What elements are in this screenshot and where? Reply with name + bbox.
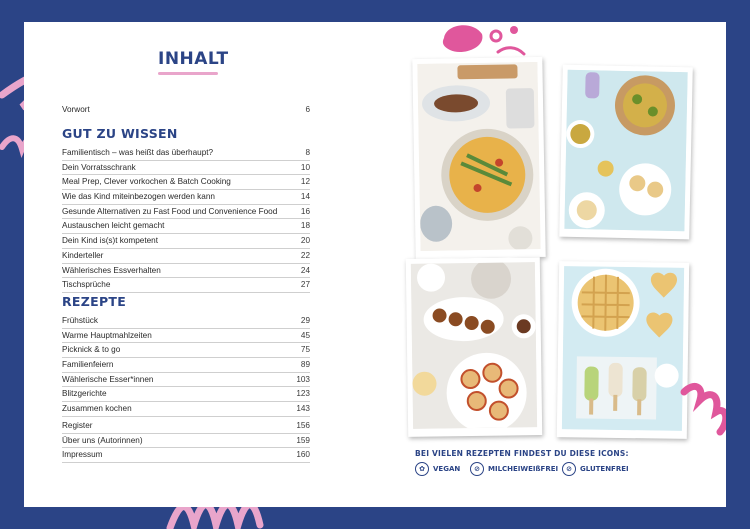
toc-entry[interactable]: [62, 343, 310, 358]
toc-entry-label: Meal Prep, Clever vorkochen & Batch Cooking: [62, 177, 231, 187]
toc-entry-label: Dein Vorratsschrank: [62, 162, 136, 172]
toc-entry-label: Zusammen kochen: [62, 404, 132, 414]
legend-label: MILCHEIWEIßFREI: [488, 465, 559, 473]
food-photo-waffles: [557, 261, 689, 439]
toc-entry-page: 75: [300, 345, 310, 355]
toc-entry-page: 27: [300, 280, 310, 290]
toc-entry[interactable]: [62, 234, 310, 249]
leaf-icon: ✿: [415, 462, 429, 476]
legend-label: VEGAN: [433, 465, 461, 473]
toc-intro: [62, 103, 310, 117]
toc-entry-label: Wählerische Esser*innen: [62, 374, 154, 384]
food-photo-potatoes: [559, 65, 693, 240]
toc-entry-page: 156: [296, 421, 310, 430]
toc-entry-page: 159: [296, 435, 310, 445]
toc-entry[interactable]: [62, 419, 310, 434]
toc-section-gut-zu-wissen: [62, 146, 310, 293]
toc-entry-label: Wie das Kind miteinbezogen werden kann: [62, 192, 215, 202]
toc-entry[interactable]: [62, 205, 310, 220]
legend-item-milk-free: [470, 462, 558, 476]
toc-entry-page: 143: [296, 404, 310, 414]
legend-item-gluten-free: [562, 462, 629, 476]
page-title: INHALT: [158, 49, 229, 69]
toc-entry-page: 45: [300, 330, 310, 340]
toc-entry-label: Wählerisches Essverhalten: [62, 265, 161, 275]
toc-entry[interactable]: [62, 434, 310, 449]
toc-entry-page: 14: [300, 192, 310, 202]
toc-entry-label: Dein Kind is(s)t kompetent: [62, 236, 159, 246]
toc-entry-page: 10: [300, 162, 310, 172]
toc-entry[interactable]: [62, 402, 310, 417]
title-underline: [158, 72, 218, 75]
toc-entry[interactable]: [62, 190, 310, 205]
toc-entry-page: 8: [305, 148, 310, 157]
toc-entry-page: 103: [296, 374, 310, 384]
toc-entry[interactable]: [62, 358, 310, 373]
toc-entry[interactable]: [62, 103, 310, 117]
toc-entry-label: Picknick & to go: [62, 345, 121, 355]
icon-legend-title: BEI VIELEN REZEPTEN FINDEST DU DIESE ICONS:: [415, 449, 629, 458]
toc-entry-label: Austauschen leicht gemacht: [62, 221, 165, 231]
toc-entry[interactable]: [62, 329, 310, 344]
toc-entry-label: Register: [62, 421, 93, 430]
toc-appendix: [62, 419, 310, 463]
food-photo-tart: [412, 57, 545, 259]
food-photo-skewers: [406, 257, 542, 437]
section-heading-gut-zu-wissen: GUT ZU WISSEN: [62, 126, 178, 141]
toc-entry-label: Warme Hauptmahlzeiten: [62, 330, 152, 340]
toc-entry-label: Familientisch – was heißt das überhaupt?: [62, 148, 214, 157]
toc-entry-label: Kinderteller: [62, 250, 104, 260]
toc-entry-page: 29: [300, 316, 310, 325]
legend-label: GLUTENFREI: [580, 465, 629, 473]
toc-entry-page: 22: [300, 250, 310, 260]
milk-free-icon: ⊘: [470, 462, 484, 476]
toc-entry-page: 12: [300, 177, 310, 187]
toc-section-rezepte: [62, 314, 310, 417]
toc-entry[interactable]: [62, 278, 310, 293]
toc-entry[interactable]: [62, 175, 310, 190]
toc-entry-label: Über uns (Autorinnen): [62, 435, 143, 445]
toc-entry-page: 16: [300, 206, 310, 216]
toc-entry[interactable]: [62, 219, 310, 234]
toc-entry-page: 24: [300, 265, 310, 275]
toc-entry-label: Tischsprüche: [62, 280, 111, 290]
book-page: [24, 22, 726, 507]
toc-entry-page: 6: [305, 105, 310, 114]
toc-entry-label: Gesunde Alternativen zu Fast Food und Convenience Food: [62, 206, 278, 216]
toc-entry[interactable]: [62, 146, 310, 161]
toc-entry-label: Vorwort: [62, 105, 90, 114]
toc-entry-page: 18: [300, 221, 310, 231]
toc-entry-label: Frühstück: [62, 316, 98, 325]
toc-entry-page: 160: [296, 450, 310, 460]
toc-entry[interactable]: [62, 448, 310, 463]
toc-entry-page: 89: [300, 360, 310, 370]
toc-entry[interactable]: [62, 161, 310, 176]
section-heading-rezepte: REZEPTE: [62, 294, 127, 309]
toc-entry[interactable]: [62, 264, 310, 279]
toc-entry-label: Blitzgerichte: [62, 389, 107, 399]
toc-entry-page: 123: [296, 389, 310, 399]
toc-entry[interactable]: [62, 387, 310, 402]
toc-entry-label: Impressum: [62, 450, 103, 460]
gluten-free-icon: ⊘: [562, 462, 576, 476]
toc-entry[interactable]: [62, 314, 310, 329]
toc-entry-page: 20: [300, 236, 310, 246]
legend-item-vegan: [415, 462, 460, 476]
toc-entry[interactable]: [62, 373, 310, 388]
toc-entry-label: Familienfeiern: [62, 360, 114, 370]
toc-entry[interactable]: [62, 249, 310, 264]
